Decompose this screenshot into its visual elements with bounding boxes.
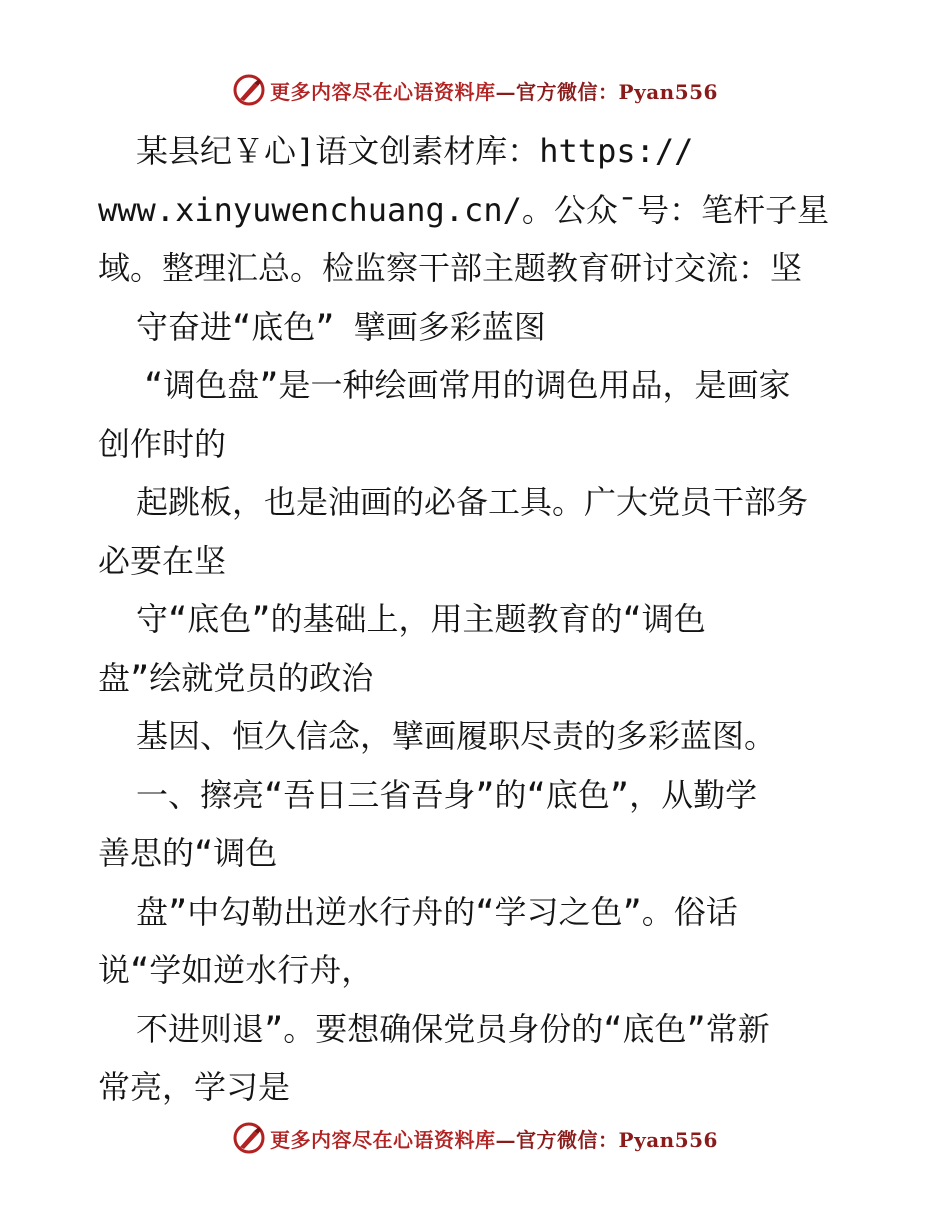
text-line: 说“学如逆水行舟， [98, 951, 374, 989]
header-watermark-banner [0, 70, 950, 110]
text-line: 域。整理汇总。检监察干部主题教育研讨交流：坚 [98, 249, 803, 287]
footer-watermark-banner [0, 1118, 950, 1158]
text-line: 不进则退”。要想确保党员身份的“底色”常新 [136, 1009, 770, 1048]
text-line: 一、擦亮“吾日三省吾身”的“底色”，从勤学 [136, 775, 758, 814]
pen-logo-icon [232, 1121, 266, 1155]
text-line: 善思的“调色 [98, 834, 278, 872]
text-line: 起跳板，也是油画的必备工具。广大党员干部务 [136, 483, 809, 521]
text-line: “调色盘”是一种绘画常用的调色用品，是画家 [144, 366, 791, 404]
text-line: 守“底色”的基础上，用主题教育的“调色 [136, 600, 706, 638]
text-line: 常亮，学习是 [98, 1068, 291, 1106]
banner-text: 更多内容尽在心语资料库—官方微信：Pyan556 [270, 79, 718, 104]
text-line: 必要在坚 [98, 541, 227, 580]
pen-logo-icon [232, 73, 266, 107]
text-line: 守奋进“底色” 擘画多彩蓝图 [136, 307, 546, 346]
text-line: 某县纪￥心]语文创素材库：https:// [136, 132, 694, 170]
text-line: 盘”中勾勒出逆水行舟的“学习之色”。俗话 [136, 892, 738, 931]
text-line: www.xinyuwenchuang.cn/。公众¯号：笔杆子星 [98, 190, 830, 229]
text-line: 基因、恒久信念，擘画履职尽责的多彩蓝图。 [136, 717, 777, 755]
text-line: 创作时的 [98, 424, 227, 463]
text-line: 盘”绘就党员的政治 [98, 658, 374, 697]
document-body [98, 122, 858, 1117]
banner-text: 更多内容尽在心语资料库—官方微信：Pyan556 [270, 1127, 718, 1152]
